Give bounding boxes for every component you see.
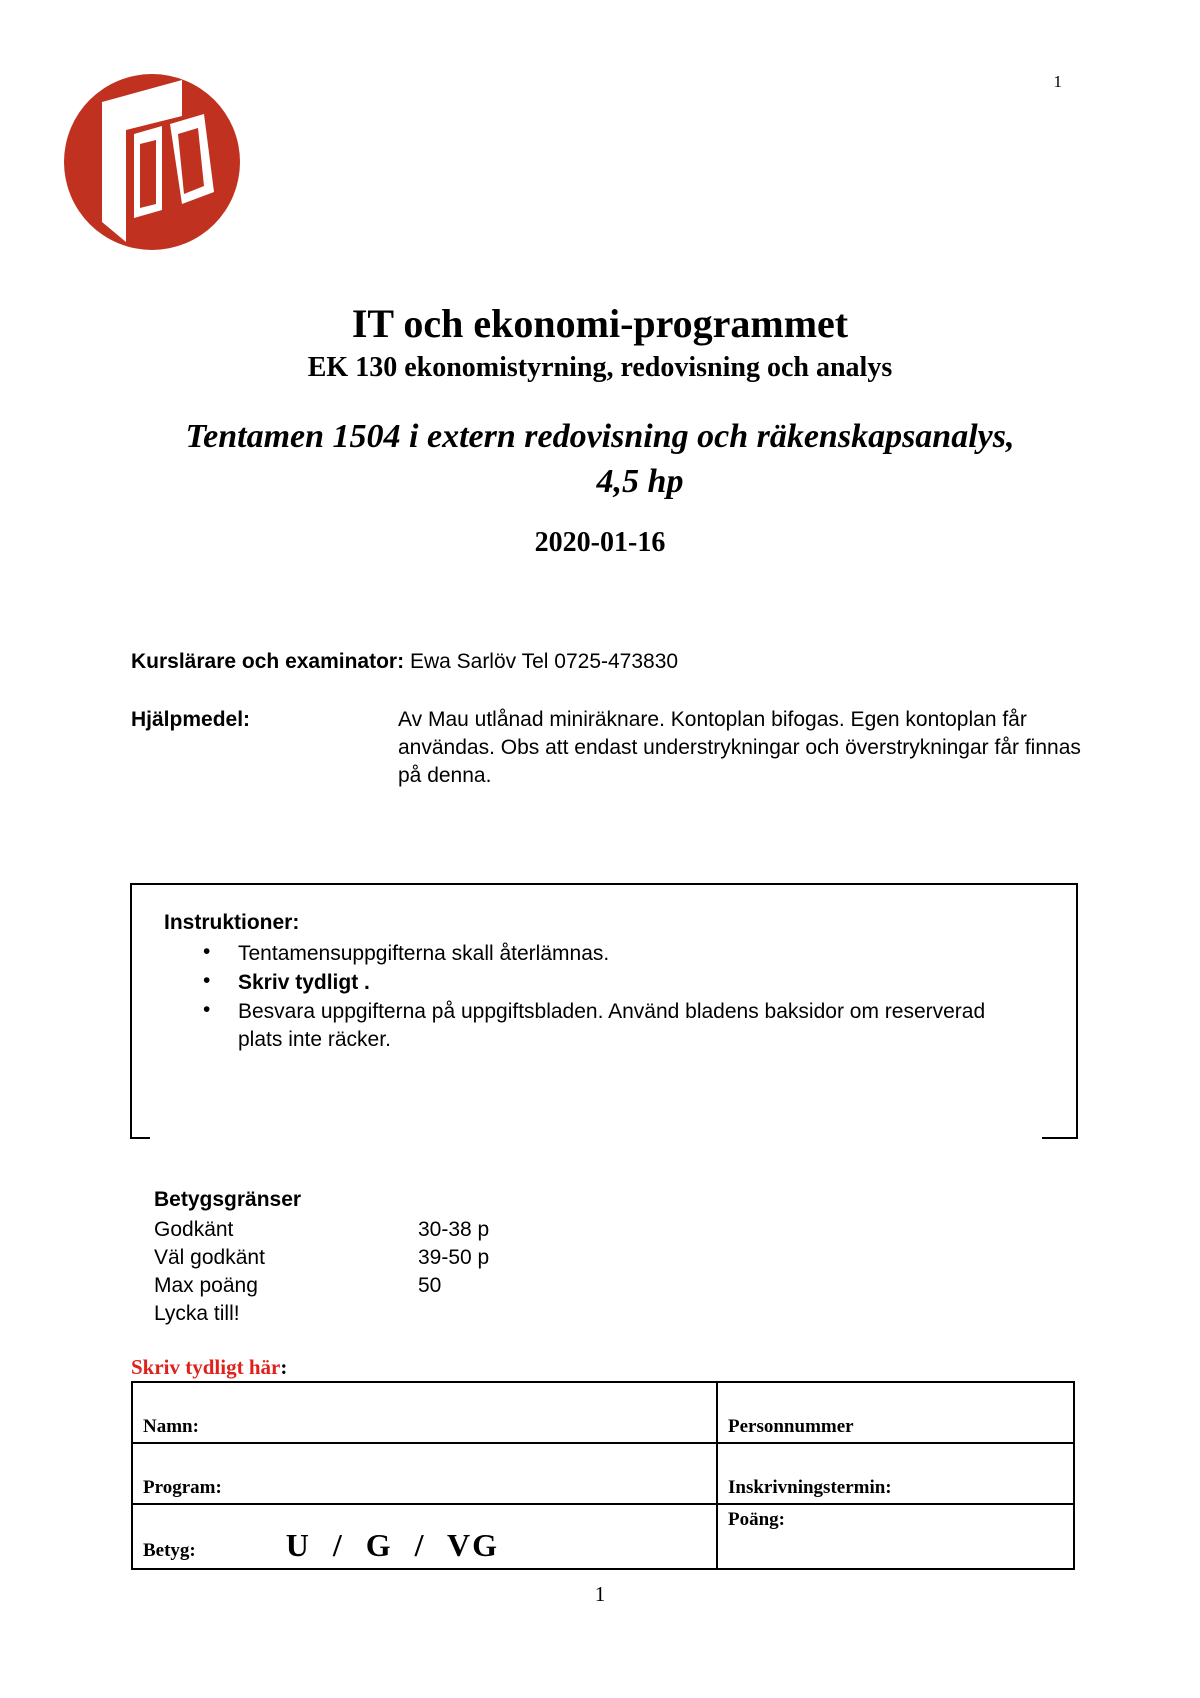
aids-text: Av Mau utlånad miniräknare. Kontoplan bifogas. Egen kontoplan får användas. Obs att endast understrykningar och överstrykningar får finnas på denna. xyxy=(398,708,1081,787)
examiner-value: Ewa Sarlöv Tel 0725-473830 xyxy=(404,650,679,673)
instructions-title: Instruktioner: xyxy=(164,911,300,934)
write-here-text: Skriv tydligt här xyxy=(131,1355,281,1379)
page-number-bottom: 1 xyxy=(594,1582,606,1606)
closing-text: Lycka till! xyxy=(154,1302,240,1325)
enrollment-term-label: Inskrivningstermin: xyxy=(728,1477,892,1498)
write-here-label xyxy=(131,1355,287,1380)
exam-date: 2020-01-16 xyxy=(534,527,666,558)
grade-field[interactable] xyxy=(132,1504,717,1569)
instruction-item: Skriv tydligt . xyxy=(238,971,370,994)
exam-title-line1: Tentamen 1504 i extern redovisning och räkenskapsanalys, xyxy=(185,418,1015,455)
program-title: IT och ekonomi-programmet xyxy=(351,301,849,346)
page-number-top: 1 xyxy=(1053,72,1062,91)
aids-label: Hjälpmedel: xyxy=(131,708,251,731)
program-label: Program: xyxy=(143,1477,222,1498)
examiner-line xyxy=(131,648,678,676)
bullet-icon: • xyxy=(203,998,211,1021)
student-info-form xyxy=(131,1381,1075,1570)
instruction-item: Tentamensuppgifterna skall återlämnas. xyxy=(238,942,610,965)
bullet-icon: • xyxy=(203,940,211,963)
instruction-item: Besvara uppgifterna på uppgiftsbladen. Använd bladens baksidor om reserverad plats inte räcker. xyxy=(238,1000,986,1051)
grade-label: Godkänt xyxy=(154,1218,234,1241)
grade-label: Betyg: xyxy=(143,1540,196,1561)
name-field[interactable] xyxy=(132,1382,717,1443)
examiner-label: Kurslärare och examinator: xyxy=(131,650,405,673)
name-label: Namn: xyxy=(143,1416,199,1437)
points-label: Poäng: xyxy=(728,1509,785,1530)
grade-options: U / G / VG xyxy=(285,1527,499,1563)
grade-value: 50 xyxy=(418,1274,442,1297)
write-here-suffix: : xyxy=(280,1355,288,1379)
grade-value: 39-50 p xyxy=(418,1246,490,1269)
grade-limits-title: Betygsgränser xyxy=(154,1188,302,1211)
points-field[interactable] xyxy=(717,1504,1074,1569)
grade-label: Väl godkänt xyxy=(154,1246,265,1269)
grade-label: Max poäng xyxy=(154,1274,258,1297)
bullet-icon: • xyxy=(203,969,211,992)
personal-number-label: Personnummer xyxy=(728,1416,854,1437)
program-field[interactable] xyxy=(132,1443,717,1504)
exam-title-line2: 4,5 hp xyxy=(596,463,684,500)
personal-number-field[interactable] xyxy=(717,1382,1074,1443)
grade-value: 30-38 p xyxy=(418,1218,490,1241)
course-title: EK 130 ekonomistyrning, redovisning och analys xyxy=(307,352,893,383)
enrollment-term-field[interactable] xyxy=(717,1443,1074,1504)
mau-logo xyxy=(64,74,246,250)
